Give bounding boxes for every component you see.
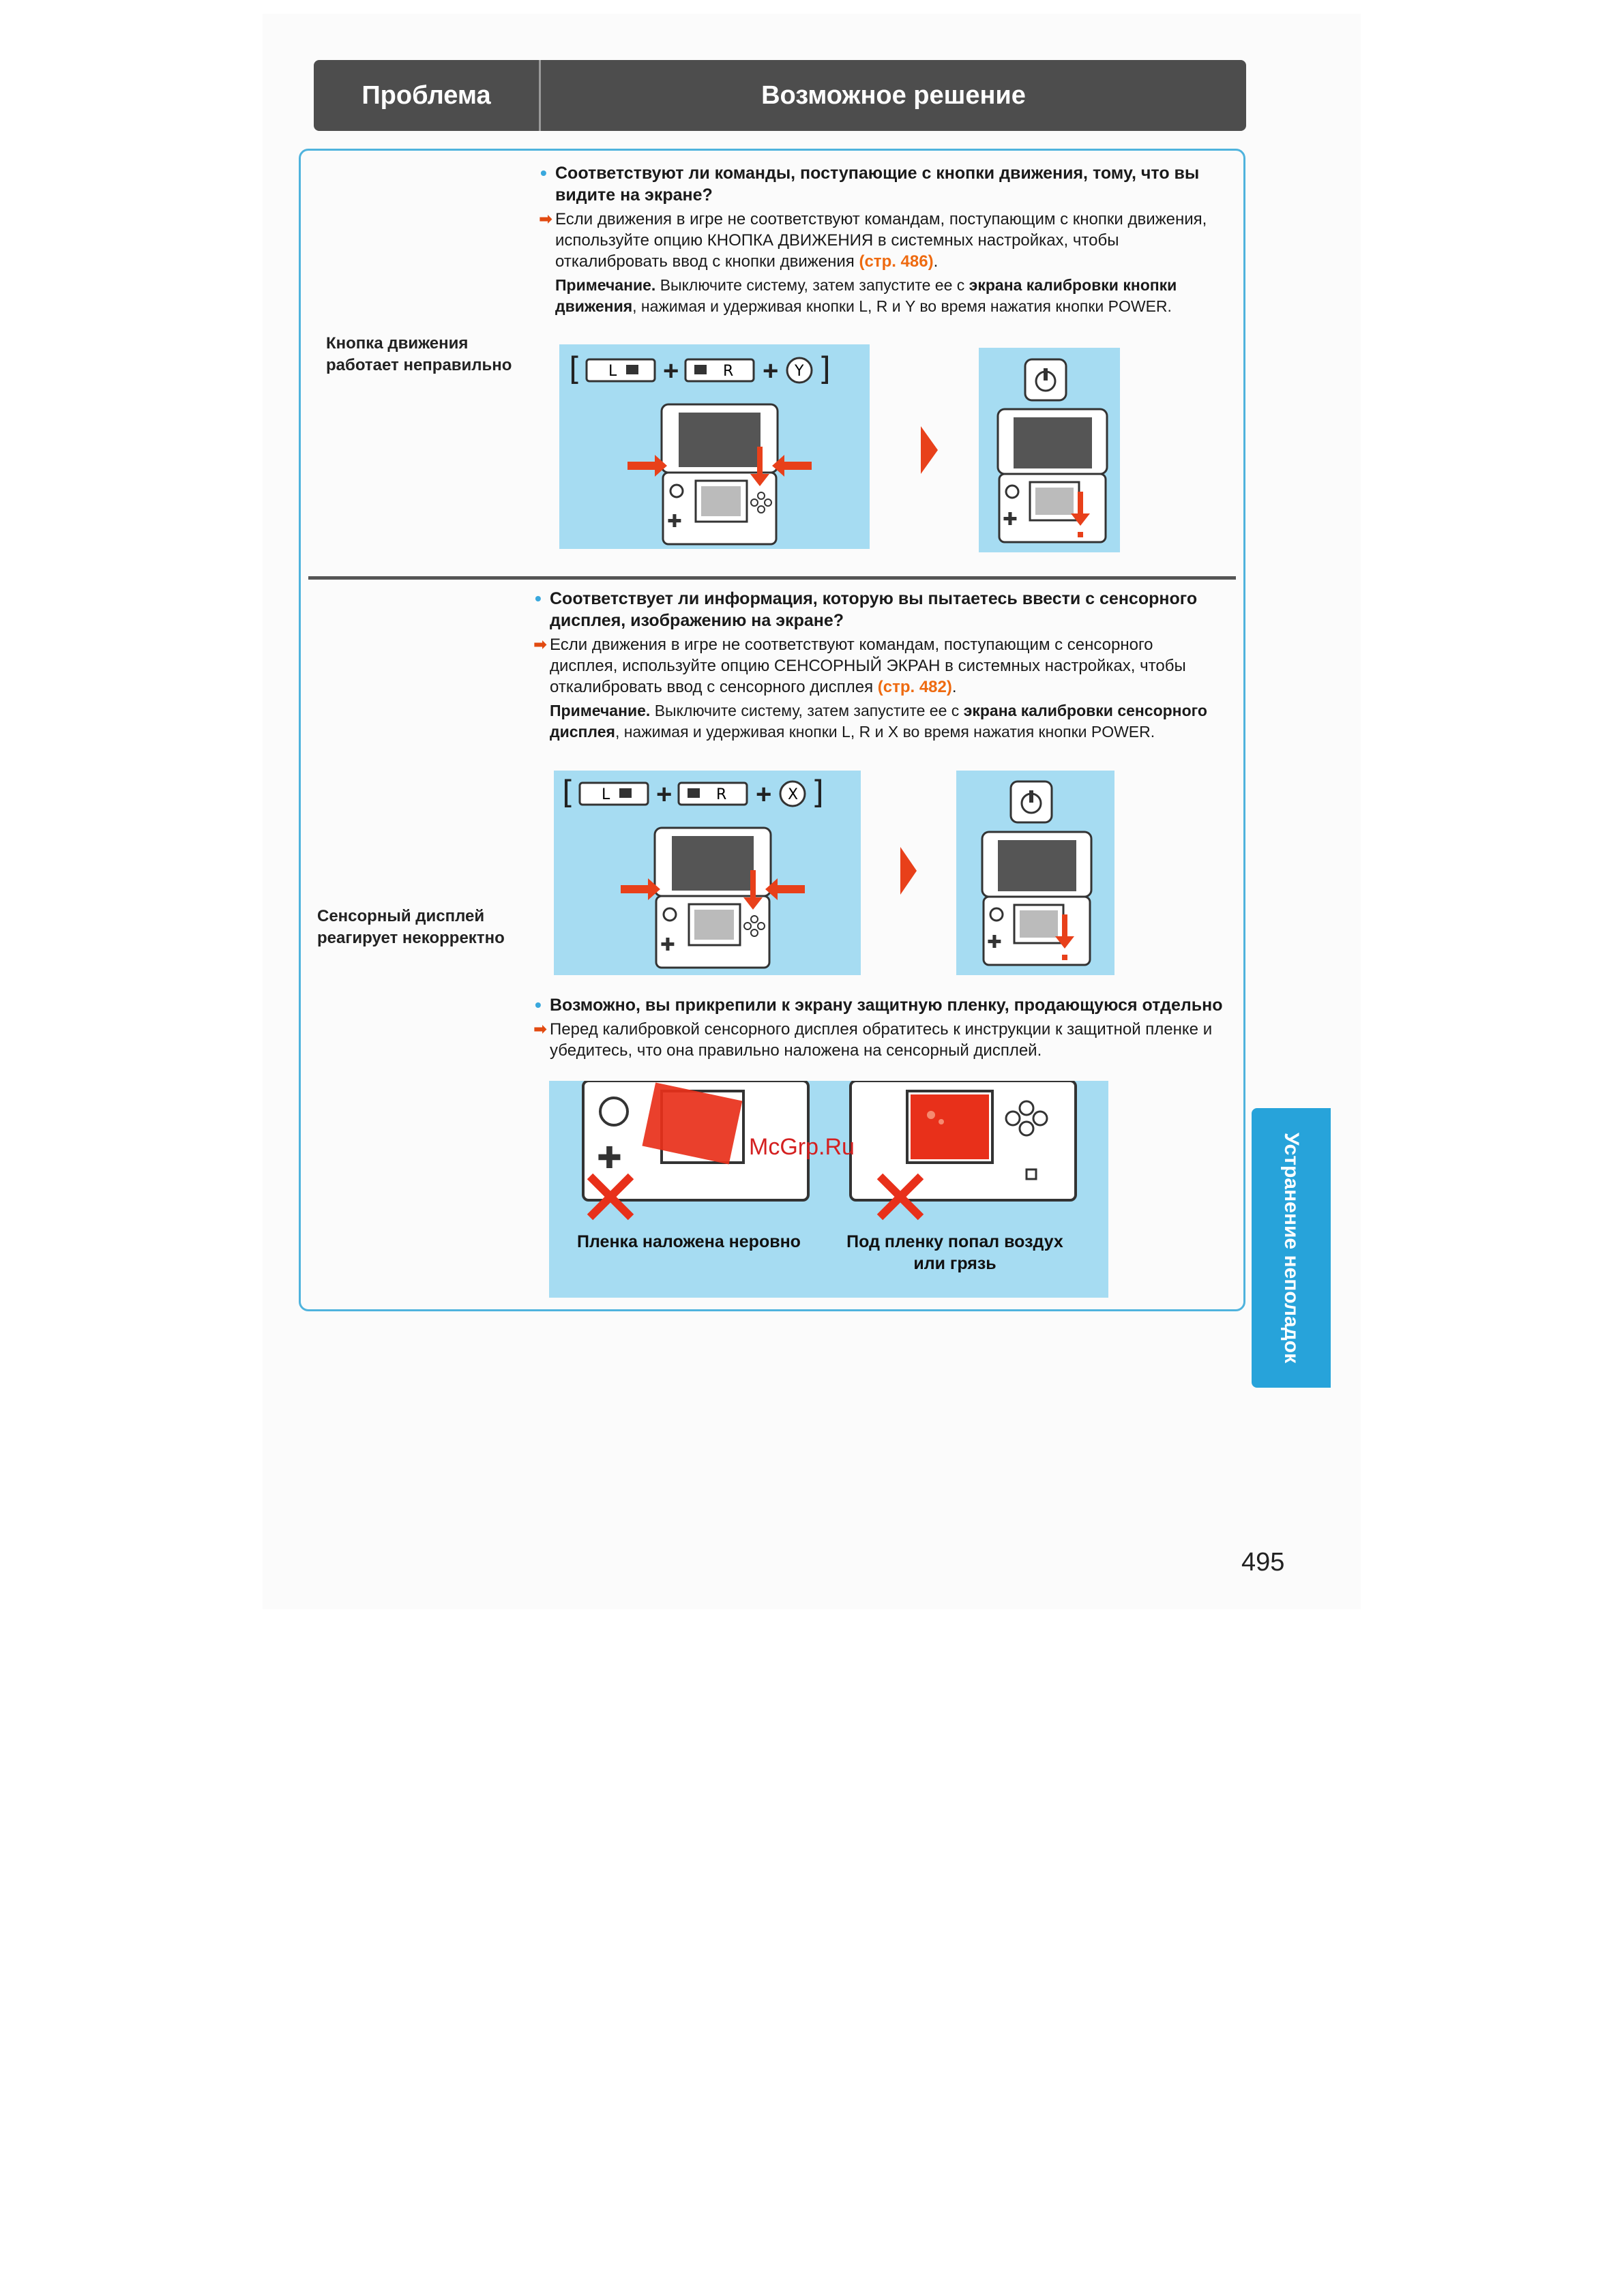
question-item: • Возможно, вы прикрепили к экрану защитную пленку, продающуюся отдельно — [535, 994, 1223, 1015]
solution-motion-button — [539, 162, 1228, 317]
svg-text:]: ] — [812, 774, 824, 811]
caption-uneven-film: Пленка наложена неровно — [577, 1232, 801, 1251]
note: Примечание. Выключите систему, затем запустите ее с экрана калибровки сенсорного дисплея, нажимая и удерживая кнопки L, R и X во время нажатия кнопки POWER. — [550, 702, 1207, 741]
svg-text:✚: ✚ — [987, 931, 1002, 952]
svg-text:X: X — [788, 786, 799, 803]
console-icon — [982, 832, 1091, 965]
svg-text:L: L — [602, 786, 610, 803]
solution-protective-film — [533, 994, 1236, 1061]
header-problem: Проблема — [314, 60, 541, 131]
bullet-icon: • — [535, 994, 542, 1015]
answer-item: ➡ Если движения в игре не соответствуют командам, поступающим с кнопки движения, используйте опцию КНОПКА ДВИЖЕНИЯ в системных настройках, чтобы откалибровать ввод с кнопки движения (стр. 486). — [539, 210, 1207, 271]
svg-text:[: [ — [569, 351, 581, 387]
svg-text:+: + — [656, 779, 673, 809]
touch-calibration-illustration — [554, 771, 1114, 982]
header-solution: Возможное решение — [761, 80, 1026, 110]
next-step-icon — [900, 847, 917, 895]
answer-item: ➡ Перед калибровкой сенсорного дисплея обратитесь к инструкции к защитной пленке и убедитесь, что она правильно наложена на сенсорный дисплей. — [533, 1020, 1213, 1060]
watermark: McGrp.Ru — [749, 1134, 855, 1160]
note: Примечание. Выключите систему, затем запустите ее с экрана калибровки кнопки движения, нажимая и удерживая кнопки L, R и Y во время нажатия кнопки POWER. — [555, 276, 1177, 315]
svg-text:+: + — [763, 356, 779, 386]
solution-touch-screen — [533, 588, 1222, 743]
page-number: 495 — [1241, 1548, 1285, 1577]
motion-calibration-illustration — [559, 344, 1120, 552]
bullet-icon: • — [540, 162, 547, 183]
svg-text:+: + — [663, 356, 679, 386]
question-item: • Соответствует ли информация, которую вы пытаетесь ввести с сенсорного дисплея, изображению на экране? — [535, 588, 1198, 630]
svg-text:[: [ — [562, 774, 574, 811]
answer-item: ➡ Если движения в игре не соответствуют командам, поступающим с сенсорного дисплея, используйте опцию СЕНСОРНЫЙ ЭКРАН в системных настройках, чтобы откалибровать ввод с сенсорного дисплея (стр. 482). — [533, 636, 1186, 696]
svg-text:✚: ✚ — [1003, 509, 1018, 529]
svg-text:Y: Y — [795, 363, 804, 380]
bullet-icon: • — [535, 588, 542, 609]
section-tab-label: Устранение неполадок — [1280, 1132, 1303, 1364]
page-reference[interactable]: (стр. 486) — [859, 252, 934, 271]
svg-text:✚: ✚ — [667, 511, 682, 531]
svg-text:R: R — [716, 786, 727, 803]
problem-touch-screen: Сенсорный дисплей реагирует некорректно — [317, 907, 505, 947]
caption-air-dirt: Под пленку попал воздух или грязь — [846, 1232, 1063, 1273]
arrow-icon: ➡ — [533, 1020, 548, 1039]
svg-text:+: + — [756, 779, 772, 809]
svg-text:✚: ✚ — [660, 934, 675, 955]
console-icon — [998, 409, 1107, 542]
arrow-icon: ➡ — [533, 636, 548, 654]
row-divider — [308, 576, 1236, 580]
svg-text:]: ] — [818, 351, 831, 387]
svg-text:✚: ✚ — [597, 1142, 622, 1175]
problem-motion-button: Кнопка движения работает неправильно — [326, 334, 512, 374]
page-reference[interactable]: (стр. 482) — [877, 678, 952, 696]
svg-text:R: R — [723, 363, 734, 380]
question-item: • Соответствуют ли команды, поступающие с кнопки движения, тому, что вы видите на экране? — [540, 162, 1200, 205]
next-step-icon — [921, 426, 938, 474]
table-header — [314, 60, 1246, 131]
arrow-icon: ➡ — [539, 210, 553, 228]
svg-text:L: L — [608, 363, 617, 380]
